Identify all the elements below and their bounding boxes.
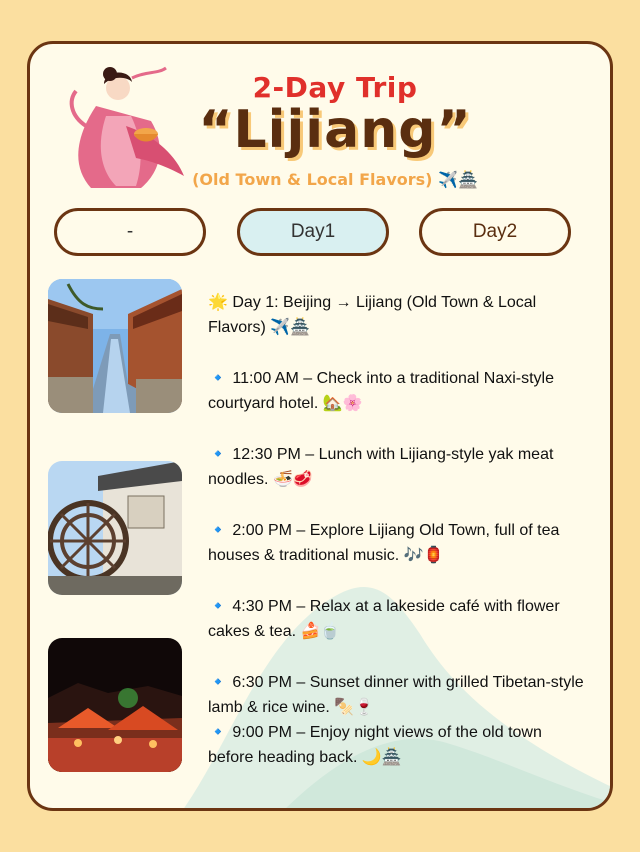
itinerary-day-heading: 🌟 Day 1: Beijing → Lijiang (Old Town & Local Flavors) ✈️🏯: [208, 294, 537, 336]
photo-night-view: [48, 638, 182, 772]
itinerary-item: 🔹 12:30 PM – Lunch with Lijiang-style yak meat noodles. 🍜🥩: [208, 446, 554, 488]
destination-title: “Lijiang”: [198, 100, 472, 160]
itinerary-item: 🔹 2:00 PM – Explore Lijiang Old Town, full of tea houses & traditional music. 🎶🏮: [208, 522, 560, 564]
tab-label: Day2: [472, 221, 518, 242]
tab-label: Day1: [290, 221, 336, 242]
itinerary-item: 🔹 9:00 PM – Enjoy night views of the old town before heading back. 🌙🏯: [208, 724, 542, 766]
itinerary-card: [27, 41, 613, 811]
tab-day2[interactable]: [419, 208, 571, 256]
trip-subtitle: (Old Town & Local Flavors) ✈️🏯: [192, 170, 478, 189]
tab-placeholder[interactable]: [54, 208, 206, 256]
itinerary-item: 🔹 6:30 PM – Sunset dinner with grilled Tibetan-style lamb & rice wine. 🍢🍷: [208, 674, 584, 716]
tab-label: -: [126, 221, 134, 242]
itinerary-item: 🔹 4:30 PM – Relax at a lakeside café with flower cakes & tea. 🍰🍵: [208, 598, 560, 640]
trip-duration-title: 2-Day Trip: [252, 71, 418, 104]
photo-water-wheels: [48, 461, 182, 595]
photo-old-town-canal: [48, 279, 182, 413]
itinerary-list: [208, 290, 588, 770]
tab-day1[interactable]: [237, 208, 389, 256]
itinerary-item: 🔹 11:00 AM – Check into a traditional Naxi-style courtyard hotel. 🏡🌸: [208, 370, 555, 412]
